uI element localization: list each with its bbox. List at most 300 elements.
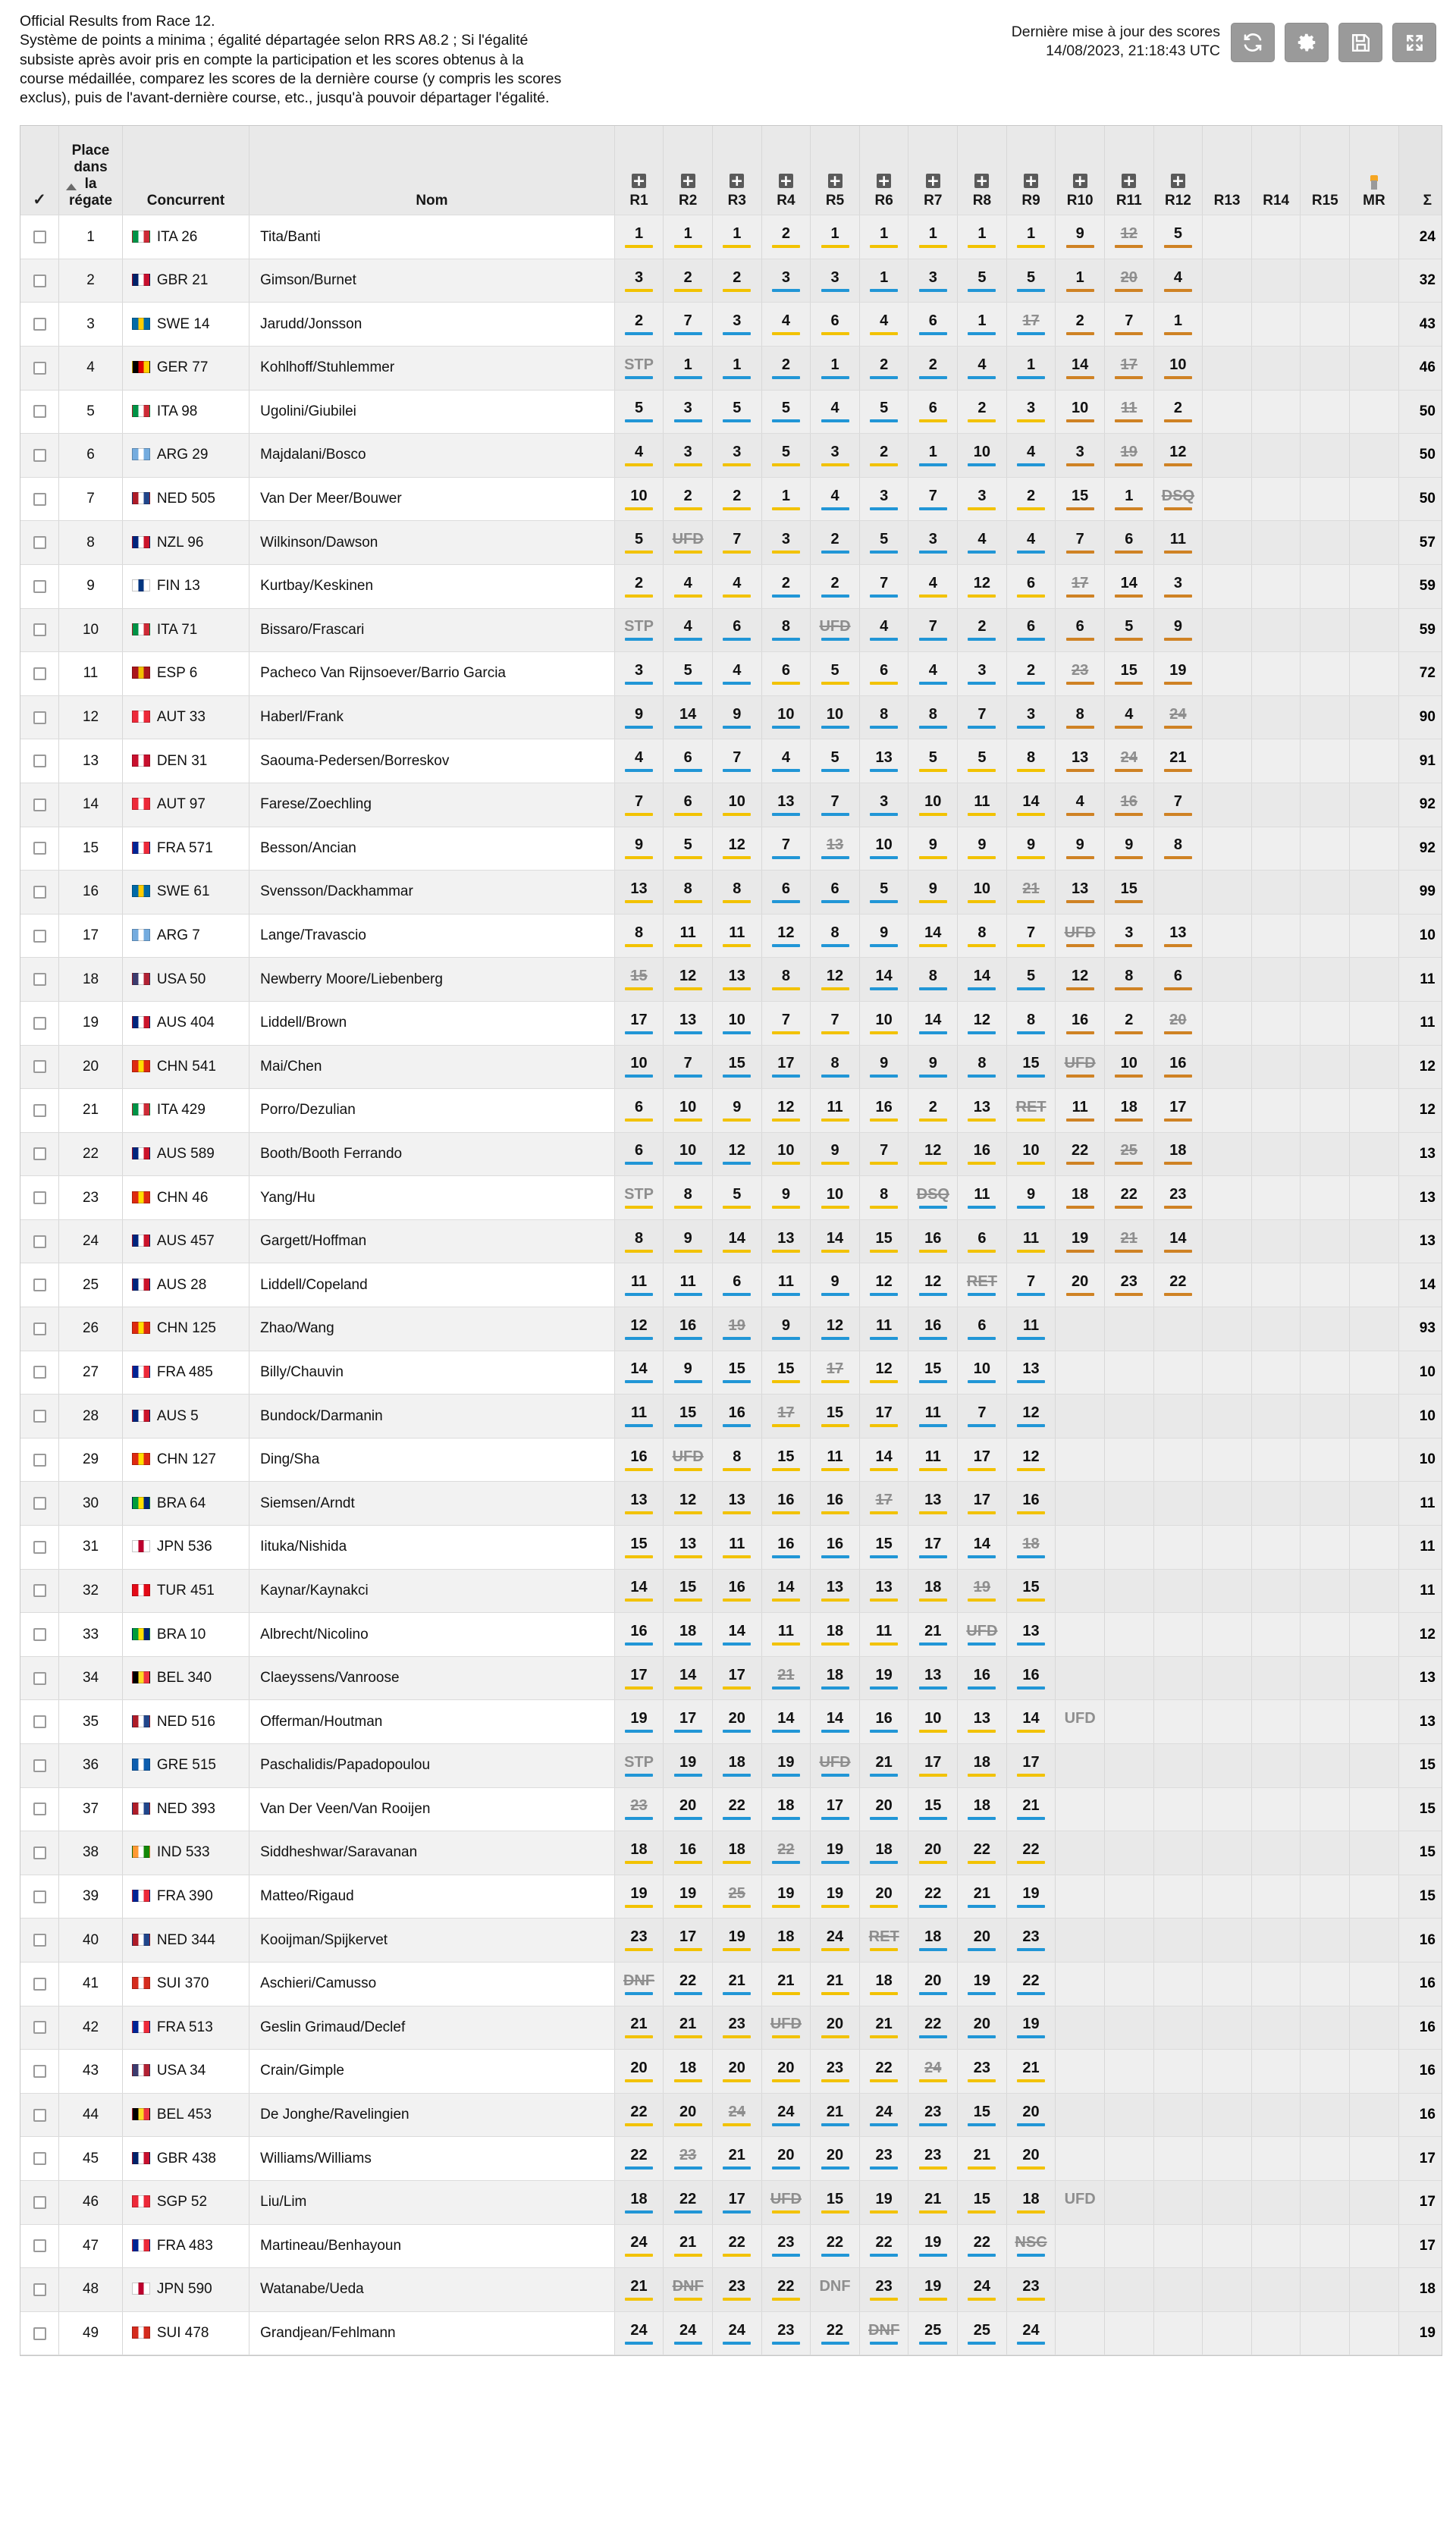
row-checkbox[interactable] (33, 886, 46, 899)
race-score-cell[interactable] (1006, 1395, 1056, 1439)
medal-race-cell[interactable] (1350, 1787, 1399, 1831)
race-score-cell[interactable] (1056, 1395, 1105, 1439)
race-score-cell[interactable] (1104, 1351, 1153, 1395)
race-score-cell[interactable] (958, 1526, 1007, 1570)
row-checkbox[interactable] (33, 799, 46, 811)
race-score-cell[interactable] (761, 1176, 811, 1220)
race-score-cell[interactable] (664, 1875, 713, 1919)
race-score-cell[interactable] (859, 259, 908, 303)
race-score-cell[interactable] (1251, 1395, 1301, 1439)
race-score-cell[interactable] (1006, 1526, 1056, 1570)
race-score-cell[interactable] (1251, 2006, 1301, 2050)
race-score-cell[interactable] (859, 1875, 908, 1919)
race-score-cell[interactable] (1104, 1787, 1153, 1831)
race-score-cell[interactable] (1104, 434, 1153, 478)
medal-race-cell[interactable] (1350, 1395, 1399, 1439)
race-score-cell[interactable] (712, 2050, 761, 2094)
race-score-cell[interactable] (1203, 390, 1252, 434)
race-score-cell[interactable] (761, 1656, 811, 1700)
race-score-cell[interactable] (1251, 1700, 1301, 1744)
race-score-cell[interactable] (1006, 1656, 1056, 1700)
race-score-cell[interactable] (664, 390, 713, 434)
race-score-cell[interactable] (1056, 564, 1105, 608)
table-row[interactable] (20, 1656, 1442, 1700)
race-score-cell[interactable] (1104, 1656, 1153, 1700)
race-score-cell[interactable] (1104, 652, 1153, 696)
race-score-cell[interactable] (664, 1395, 713, 1439)
row-select-cell[interactable] (20, 2268, 59, 2312)
race-score-cell[interactable] (1251, 2224, 1301, 2268)
race-score-cell[interactable] (908, 783, 958, 827)
race-score-cell[interactable] (859, 1787, 908, 1831)
race-score-cell[interactable] (1104, 871, 1153, 915)
race-score-cell[interactable] (1301, 1744, 1350, 1788)
race-score-cell[interactable] (908, 1613, 958, 1657)
race-score-cell[interactable] (1153, 1919, 1203, 1963)
race-score-cell[interactable] (761, 1919, 811, 1963)
race-score-cell[interactable] (1203, 1656, 1252, 1700)
race-score-cell[interactable] (761, 1089, 811, 1133)
race-score-cell[interactable] (1104, 2137, 1153, 2181)
race-score-cell[interactable] (761, 1001, 811, 1045)
row-checkbox[interactable] (33, 1279, 46, 1291)
race-score-cell[interactable] (1301, 1919, 1350, 1963)
race-score-cell[interactable] (1006, 2224, 1056, 2268)
race-score-cell[interactable] (614, 1919, 664, 1963)
race-score-cell[interactable] (1056, 1744, 1105, 1788)
col-race-r7[interactable] (908, 126, 958, 215)
race-score-cell[interactable] (1153, 827, 1203, 871)
race-score-cell[interactable] (1104, 1700, 1153, 1744)
race-score-cell[interactable] (908, 1744, 958, 1788)
race-score-cell[interactable] (811, 2268, 860, 2312)
race-score-cell[interactable] (712, 783, 761, 827)
race-score-cell[interactable] (712, 914, 761, 958)
row-select-cell[interactable] (20, 2137, 59, 2181)
col-select-all[interactable] (20, 126, 59, 215)
race-score-cell[interactable] (1153, 2268, 1203, 2312)
race-score-cell[interactable] (908, 1307, 958, 1351)
race-score-cell[interactable] (1203, 259, 1252, 303)
race-score-cell[interactable] (1056, 783, 1105, 827)
race-score-cell[interactable] (908, 2006, 958, 2050)
race-score-cell[interactable] (958, 521, 1007, 565)
row-select-cell[interactable] (20, 914, 59, 958)
row-checkbox[interactable] (33, 2196, 46, 2209)
race-score-cell[interactable] (1251, 958, 1301, 1002)
race-score-cell[interactable] (859, 521, 908, 565)
race-score-cell[interactable] (1203, 1089, 1252, 1133)
race-score-cell[interactable] (761, 1700, 811, 1744)
medal-race-cell[interactable] (1350, 1919, 1399, 1963)
race-score-cell[interactable] (1056, 390, 1105, 434)
row-select-cell[interactable] (20, 477, 59, 521)
race-score-cell[interactable] (761, 1569, 811, 1613)
race-score-cell[interactable] (1056, 1089, 1105, 1133)
race-score-cell[interactable] (1153, 1787, 1203, 1831)
race-score-cell[interactable] (614, 215, 664, 259)
race-score-cell[interactable] (664, 1744, 713, 1788)
medal-race-cell[interactable] (1350, 215, 1399, 259)
row-select-cell[interactable] (20, 783, 59, 827)
race-score-cell[interactable] (1203, 1176, 1252, 1220)
race-score-cell[interactable] (712, 1787, 761, 1831)
race-score-cell[interactable] (614, 871, 664, 915)
race-score-cell[interactable] (1006, 1613, 1056, 1657)
race-score-cell[interactable] (614, 521, 664, 565)
race-score-cell[interactable] (908, 434, 958, 478)
col-place[interactable] (59, 126, 123, 215)
race-score-cell[interactable] (908, 1526, 958, 1570)
race-score-cell[interactable] (1104, 1744, 1153, 1788)
row-checkbox[interactable] (33, 1497, 46, 1510)
race-score-cell[interactable] (1006, 1263, 1056, 1307)
race-score-cell[interactable] (761, 827, 811, 871)
race-score-cell[interactable] (859, 1438, 908, 1482)
race-score-cell[interactable] (712, 1438, 761, 1482)
medal-race-cell[interactable] (1350, 827, 1399, 871)
race-score-cell[interactable] (1104, 1962, 1153, 2006)
race-score-cell[interactable] (1153, 1001, 1203, 1045)
row-select-cell[interactable] (20, 1001, 59, 1045)
race-score-cell[interactable] (908, 1395, 958, 1439)
race-score-cell[interactable] (1301, 1482, 1350, 1526)
medal-race-cell[interactable] (1350, 1132, 1399, 1176)
table-row[interactable] (20, 2006, 1442, 2050)
medal-race-cell[interactable] (1350, 303, 1399, 347)
race-score-cell[interactable] (811, 608, 860, 652)
row-checkbox[interactable] (33, 275, 46, 287)
race-score-cell[interactable] (1203, 739, 1252, 783)
row-select-cell[interactable] (20, 2050, 59, 2094)
row-select-cell[interactable] (20, 1613, 59, 1657)
race-score-cell[interactable] (1006, 2093, 1056, 2137)
race-score-cell[interactable] (1056, 1656, 1105, 1700)
race-score-cell[interactable] (1104, 215, 1153, 259)
race-score-cell[interactable] (664, 1176, 713, 1220)
row-select-cell[interactable] (20, 608, 59, 652)
race-score-cell[interactable] (1056, 477, 1105, 521)
race-score-cell[interactable] (958, 783, 1007, 827)
col-race-r3[interactable] (712, 126, 761, 215)
race-score-cell[interactable] (1203, 1569, 1252, 1613)
race-score-cell[interactable] (614, 1613, 664, 1657)
race-score-cell[interactable] (761, 347, 811, 391)
race-score-cell[interactable] (614, 827, 664, 871)
race-score-cell[interactable] (664, 1045, 713, 1089)
race-score-cell[interactable] (1006, 1700, 1056, 1744)
table-row[interactable] (20, 1219, 1442, 1263)
race-score-cell[interactable] (664, 2006, 713, 2050)
race-score-cell[interactable] (712, 1045, 761, 1089)
race-score-cell[interactable] (712, 1656, 761, 1700)
race-score-cell[interactable] (859, 1263, 908, 1307)
race-score-cell[interactable] (761, 2311, 811, 2355)
race-score-cell[interactable] (1251, 1001, 1301, 1045)
row-select-cell[interactable] (20, 564, 59, 608)
race-score-cell[interactable] (1153, 1438, 1203, 1482)
race-score-cell[interactable] (958, 1569, 1007, 1613)
race-score-cell[interactable] (811, 1045, 860, 1089)
race-score-cell[interactable] (664, 739, 713, 783)
race-score-cell[interactable] (664, 1438, 713, 1482)
race-score-cell[interactable] (958, 1482, 1007, 1526)
row-checkbox[interactable] (33, 1541, 46, 1554)
race-score-cell[interactable] (958, 1875, 1007, 1919)
table-row[interactable] (20, 2224, 1442, 2268)
race-score-cell[interactable] (761, 1744, 811, 1788)
medal-race-cell[interactable] (1350, 2093, 1399, 2137)
race-score-cell[interactable] (712, 958, 761, 1002)
race-score-cell[interactable] (664, 1351, 713, 1395)
race-score-cell[interactable] (1006, 652, 1056, 696)
medal-race-cell[interactable] (1350, 477, 1399, 521)
race-score-cell[interactable] (1203, 1132, 1252, 1176)
row-checkbox[interactable] (33, 842, 46, 855)
race-score-cell[interactable] (1056, 1787, 1105, 1831)
race-score-cell[interactable] (1104, 695, 1153, 739)
race-score-cell[interactable] (859, 1613, 908, 1657)
race-score-cell[interactable] (908, 1351, 958, 1395)
race-score-cell[interactable] (811, 871, 860, 915)
row-select-cell[interactable] (20, 739, 59, 783)
medal-race-cell[interactable] (1350, 521, 1399, 565)
race-score-cell[interactable] (712, 827, 761, 871)
table-row[interactable] (20, 1613, 1442, 1657)
row-select-cell[interactable] (20, 1307, 59, 1351)
race-score-cell[interactable] (761, 1831, 811, 1875)
row-select-cell[interactable] (20, 2093, 59, 2137)
race-score-cell[interactable] (1104, 521, 1153, 565)
medal-race-cell[interactable] (1350, 2268, 1399, 2312)
race-score-cell[interactable] (859, 914, 908, 958)
race-score-cell[interactable] (958, 434, 1007, 478)
race-score-cell[interactable] (664, 958, 713, 1002)
race-score-cell[interactable] (712, 2180, 761, 2224)
race-score-cell[interactable] (664, 2311, 713, 2355)
race-score-cell[interactable] (1203, 1831, 1252, 1875)
race-score-cell[interactable] (1006, 564, 1056, 608)
race-score-cell[interactable] (614, 1351, 664, 1395)
expand-icon[interactable] (877, 174, 891, 188)
race-score-cell[interactable] (1251, 521, 1301, 565)
race-score-cell[interactable] (811, 1700, 860, 1744)
table-row[interactable] (20, 1089, 1442, 1133)
race-score-cell[interactable] (1056, 2224, 1105, 2268)
race-score-cell[interactable] (712, 1307, 761, 1351)
race-score-cell[interactable] (811, 1744, 860, 1788)
col-total[interactable]: Σ (1398, 126, 1442, 215)
race-score-cell[interactable] (614, 303, 664, 347)
row-select-cell[interactable] (20, 303, 59, 347)
race-score-cell[interactable] (1301, 608, 1350, 652)
race-score-cell[interactable] (908, 564, 958, 608)
expand-icon[interactable] (632, 174, 646, 188)
medal-race-cell[interactable] (1350, 871, 1399, 915)
race-score-cell[interactable] (1251, 1613, 1301, 1657)
race-score-cell[interactable] (1153, 1569, 1203, 1613)
table-row[interactable] (20, 827, 1442, 871)
race-score-cell[interactable] (664, 1263, 713, 1307)
race-score-cell[interactable] (614, 695, 664, 739)
race-score-cell[interactable] (1153, 652, 1203, 696)
race-score-cell[interactable] (1153, 1263, 1203, 1307)
race-score-cell[interactable] (811, 958, 860, 1002)
race-score-cell[interactable] (761, 1219, 811, 1263)
race-score-cell[interactable] (859, 2137, 908, 2181)
race-score-cell[interactable] (1203, 1613, 1252, 1657)
race-score-cell[interactable] (1104, 608, 1153, 652)
race-score-cell[interactable] (859, 390, 908, 434)
race-score-cell[interactable] (958, 1351, 1007, 1395)
race-score-cell[interactable] (712, 1482, 761, 1526)
race-score-cell[interactable] (859, 1351, 908, 1395)
race-score-cell[interactable] (1301, 303, 1350, 347)
race-score-cell[interactable] (614, 2006, 664, 2050)
race-score-cell[interactable] (958, 1395, 1007, 1439)
race-score-cell[interactable] (811, 1132, 860, 1176)
race-score-cell[interactable] (761, 2268, 811, 2312)
race-score-cell[interactable] (1104, 739, 1153, 783)
race-score-cell[interactable] (1056, 2137, 1105, 2181)
race-score-cell[interactable] (1056, 2268, 1105, 2312)
race-score-cell[interactable] (1251, 695, 1301, 739)
race-score-cell[interactable] (1301, 1438, 1350, 1482)
race-score-cell[interactable] (1056, 1919, 1105, 1963)
table-row[interactable] (20, 1569, 1442, 1613)
race-score-cell[interactable] (859, 1001, 908, 1045)
row-checkbox[interactable] (33, 493, 46, 506)
race-score-cell[interactable] (712, 2224, 761, 2268)
race-score-cell[interactable] (1301, 914, 1350, 958)
race-score-cell[interactable] (712, 215, 761, 259)
race-score-cell[interactable] (614, 1307, 664, 1351)
race-score-cell[interactable] (958, 1132, 1007, 1176)
race-score-cell[interactable] (1251, 1526, 1301, 1570)
race-score-cell[interactable] (1056, 2180, 1105, 2224)
race-score-cell[interactable] (712, 1176, 761, 1220)
row-checkbox[interactable] (33, 1060, 46, 1073)
race-score-cell[interactable] (1301, 259, 1350, 303)
race-score-cell[interactable] (1104, 1526, 1153, 1570)
race-score-cell[interactable] (859, 739, 908, 783)
table-row[interactable] (20, 783, 1442, 827)
race-score-cell[interactable] (1153, 259, 1203, 303)
race-score-cell[interactable] (1153, 1482, 1203, 1526)
race-score-cell[interactable] (1203, 2006, 1252, 2050)
race-score-cell[interactable] (1251, 215, 1301, 259)
race-score-cell[interactable] (811, 2050, 860, 2094)
table-row[interactable] (20, 521, 1442, 565)
row-select-cell[interactable] (20, 1263, 59, 1307)
race-score-cell[interactable] (811, 2006, 860, 2050)
race-score-cell[interactable] (859, 652, 908, 696)
race-score-cell[interactable] (761, 434, 811, 478)
race-score-cell[interactable] (664, 1307, 713, 1351)
row-select-cell[interactable] (20, 1526, 59, 1570)
race-score-cell[interactable] (664, 2224, 713, 2268)
race-score-cell[interactable] (1056, 2050, 1105, 2094)
race-score-cell[interactable] (664, 2050, 713, 2094)
race-score-cell[interactable] (1203, 1526, 1252, 1570)
race-score-cell[interactable] (958, 1045, 1007, 1089)
row-checkbox[interactable] (33, 405, 46, 418)
row-select-cell[interactable] (20, 2224, 59, 2268)
race-score-cell[interactable] (1104, 1831, 1153, 1875)
table-row[interactable] (20, 1395, 1442, 1439)
race-score-cell[interactable] (1251, 2311, 1301, 2355)
race-score-cell[interactable] (1301, 2050, 1350, 2094)
row-select-cell[interactable] (20, 1219, 59, 1263)
race-score-cell[interactable] (614, 914, 664, 958)
race-score-cell[interactable] (1203, 2180, 1252, 2224)
race-score-cell[interactable] (1301, 1219, 1350, 1263)
race-score-cell[interactable] (958, 303, 1007, 347)
medal-race-cell[interactable] (1350, 739, 1399, 783)
race-score-cell[interactable] (1203, 1001, 1252, 1045)
race-score-cell[interactable] (859, 1089, 908, 1133)
race-score-cell[interactable] (712, 1962, 761, 2006)
race-score-cell[interactable] (958, 1787, 1007, 1831)
table-row[interactable] (20, 1526, 1442, 1570)
col-race-r13[interactable] (1203, 126, 1252, 215)
race-score-cell[interactable] (1301, 390, 1350, 434)
row-checkbox[interactable] (33, 362, 46, 375)
race-score-cell[interactable] (1301, 1001, 1350, 1045)
race-score-cell[interactable] (1104, 2311, 1153, 2355)
race-score-cell[interactable] (1251, 1176, 1301, 1220)
race-score-cell[interactable] (761, 1787, 811, 1831)
row-select-cell[interactable] (20, 215, 59, 259)
row-checkbox[interactable] (33, 2239, 46, 2252)
race-score-cell[interactable] (908, 1132, 958, 1176)
race-score-cell[interactable] (1301, 1831, 1350, 1875)
race-score-cell[interactable] (958, 2137, 1007, 2181)
row-select-cell[interactable] (20, 1045, 59, 1089)
race-score-cell[interactable] (1153, 1656, 1203, 1700)
race-score-cell[interactable] (859, 1526, 908, 1570)
race-score-cell[interactable] (712, 2093, 761, 2137)
race-score-cell[interactable] (1251, 1307, 1301, 1351)
race-score-cell[interactable] (1301, 652, 1350, 696)
race-score-cell[interactable] (1153, 1962, 1203, 2006)
row-checkbox[interactable] (33, 755, 46, 767)
medal-race-cell[interactable] (1350, 1875, 1399, 1919)
save-button[interactable] (1338, 23, 1382, 62)
race-score-cell[interactable] (1056, 871, 1105, 915)
race-score-cell[interactable] (1056, 347, 1105, 391)
medal-race-cell[interactable] (1350, 259, 1399, 303)
race-score-cell[interactable] (1006, 2006, 1056, 2050)
race-score-cell[interactable] (859, 2180, 908, 2224)
race-score-cell[interactable] (664, 783, 713, 827)
race-score-cell[interactable] (1056, 1700, 1105, 1744)
race-score-cell[interactable] (761, 521, 811, 565)
race-score-cell[interactable] (958, 2093, 1007, 2137)
race-score-cell[interactable] (1251, 1045, 1301, 1089)
race-score-cell[interactable] (1301, 521, 1350, 565)
race-score-cell[interactable] (811, 783, 860, 827)
race-score-cell[interactable] (664, 434, 713, 478)
race-score-cell[interactable] (811, 1526, 860, 1570)
table-row[interactable] (20, 1744, 1442, 1788)
race-score-cell[interactable] (811, 827, 860, 871)
race-score-cell[interactable] (811, 1831, 860, 1875)
race-score-cell[interactable] (908, 1962, 958, 2006)
race-score-cell[interactable] (1153, 1307, 1203, 1351)
race-score-cell[interactable] (908, 1787, 958, 1831)
race-score-cell[interactable] (1056, 1307, 1105, 1351)
